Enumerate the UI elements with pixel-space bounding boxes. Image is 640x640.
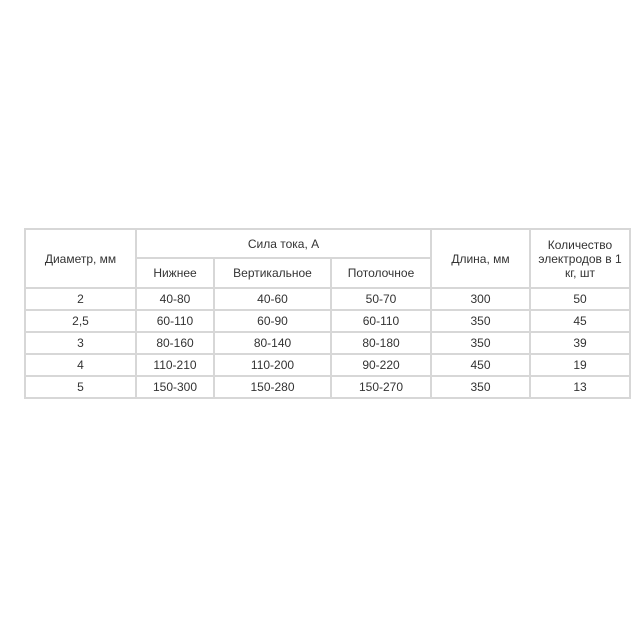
- electrode-specs-table: [24, 228, 631, 399]
- cell-current-ceiling: 80-180: [331, 332, 431, 354]
- table-row: [25, 354, 630, 376]
- cell-current-vertical: 60-90: [214, 310, 331, 332]
- header-current-vertical: Вертикальное: [214, 258, 331, 288]
- cell-count: 39: [530, 332, 630, 354]
- cell-diameter: 2: [25, 288, 136, 310]
- cell-current-ceiling: 60-110: [331, 310, 431, 332]
- table-body: [25, 288, 630, 398]
- header-diameter: Диаметр, мм: [25, 229, 136, 288]
- electrode-table-container: [24, 228, 629, 399]
- cell-current-bottom: 150-300: [136, 376, 214, 398]
- cell-count: 19: [530, 354, 630, 376]
- cell-current-vertical: 150-280: [214, 376, 331, 398]
- cell-current-vertical: 80-140: [214, 332, 331, 354]
- table-row: [25, 288, 630, 310]
- cell-current-ceiling: 50-70: [331, 288, 431, 310]
- cell-current-bottom: 80-160: [136, 332, 214, 354]
- header-row-1: [25, 229, 630, 258]
- cell-current-ceiling: 90-220: [331, 354, 431, 376]
- cell-current-bottom: 60-110: [136, 310, 214, 332]
- cell-count: 45: [530, 310, 630, 332]
- table-row: [25, 310, 630, 332]
- table-header: [25, 229, 630, 288]
- cell-length: 350: [431, 332, 530, 354]
- cell-length: 350: [431, 376, 530, 398]
- cell-diameter: 2,5: [25, 310, 136, 332]
- cell-length: 450: [431, 354, 530, 376]
- cell-current-bottom: 110-210: [136, 354, 214, 376]
- cell-current-vertical: 110-200: [214, 354, 331, 376]
- cell-count: 50: [530, 288, 630, 310]
- cell-current-vertical: 40-60: [214, 288, 331, 310]
- cell-length: 350: [431, 310, 530, 332]
- cell-diameter: 5: [25, 376, 136, 398]
- cell-current-bottom: 40-80: [136, 288, 214, 310]
- table-row: [25, 376, 630, 398]
- header-current-ceiling: Потолочное: [331, 258, 431, 288]
- table-row: [25, 332, 630, 354]
- header-current-group: Сила тока, А: [136, 229, 431, 258]
- header-current-bottom: Нижнее: [136, 258, 214, 288]
- cell-diameter: 3: [25, 332, 136, 354]
- cell-length: 300: [431, 288, 530, 310]
- header-length: Длина, мм: [431, 229, 530, 288]
- cell-current-ceiling: 150-270: [331, 376, 431, 398]
- cell-count: 13: [530, 376, 630, 398]
- cell-diameter: 4: [25, 354, 136, 376]
- header-electrode-count: Количество электродов в 1 кг, шт: [530, 229, 630, 288]
